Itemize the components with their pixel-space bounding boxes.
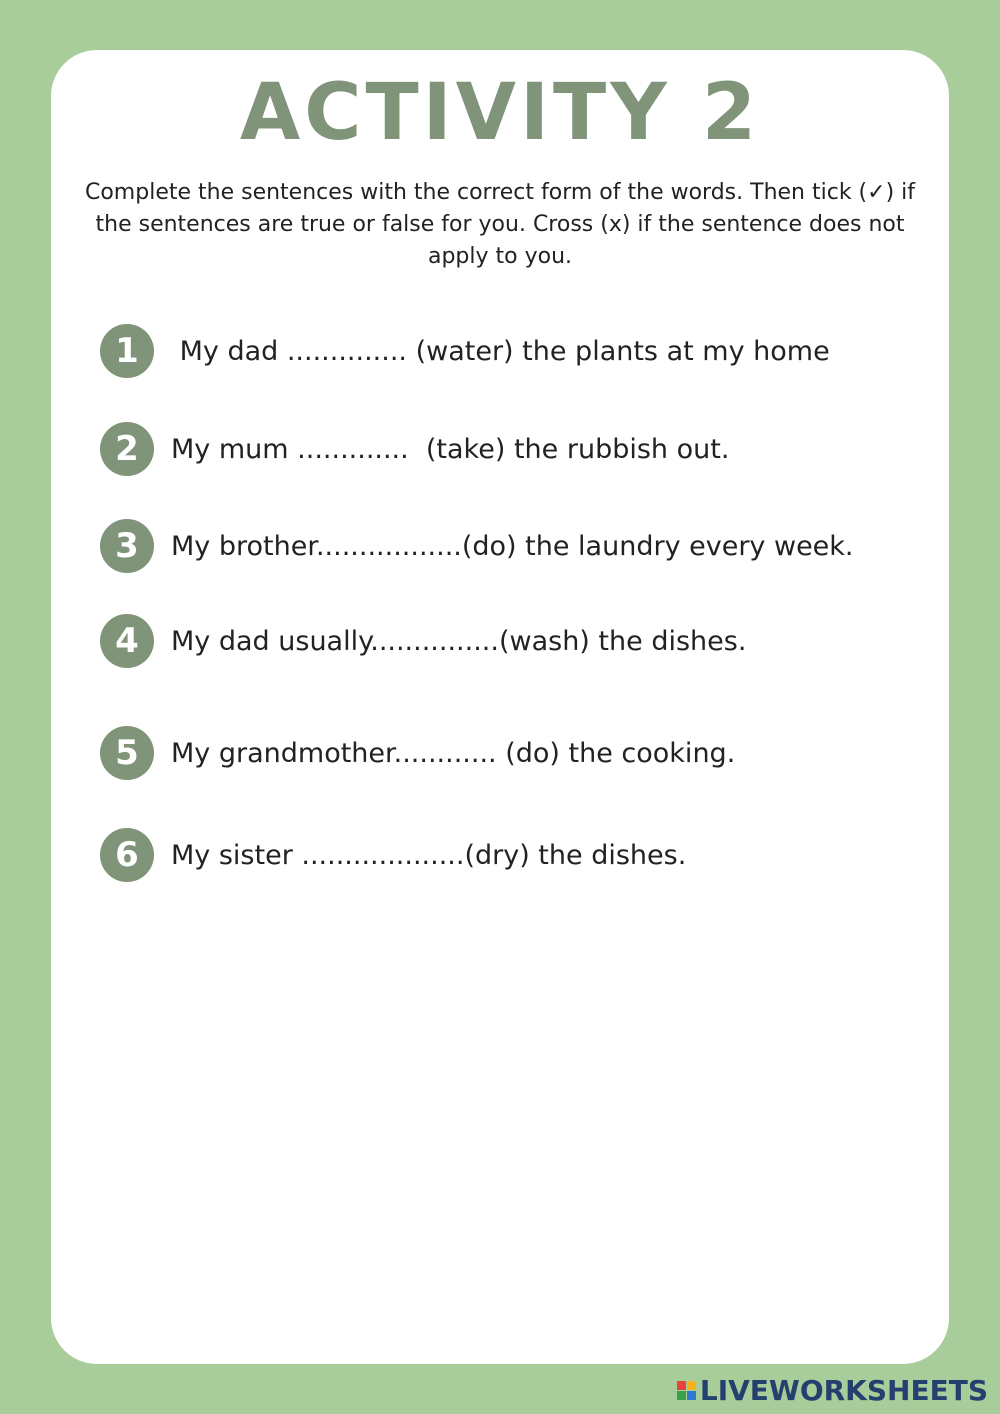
question-number-badge: 2 — [100, 422, 154, 476]
question-item-5 — [100, 725, 735, 781]
question-number-badge: 5 — [100, 726, 154, 780]
question-text: My mum ............. (take) the rubbish out. — [171, 433, 730, 465]
question-number-badge: 1 — [100, 324, 154, 378]
question-number-badge: 4 — [100, 614, 154, 668]
page-title: ACTIVITY 2 — [239, 68, 761, 158]
question-text: My sister ...................(dry) the dishes. — [171, 839, 687, 871]
question-item-6 — [100, 827, 686, 883]
question-number-badge: 3 — [100, 519, 154, 573]
question-number-badge: 6 — [100, 828, 154, 882]
question-text: My dad .............. (water) the plants at my home — [171, 335, 830, 367]
question-item-1 — [100, 323, 830, 379]
question-text: My grandmother............ (do) the cooking. — [171, 737, 736, 769]
question-text: My dad usually...............(wash) the dishes. — [171, 625, 747, 657]
instructions-text: Complete the sentences with the correct form of the words. Then tick (✓) if the sentences are true or false for you. Cross (x) if the sentence does not apply to you. — [84, 180, 916, 269]
brand-wordmark: LIVEWORKSHEETS — [699, 1373, 988, 1407]
liveworksheets-logo-icon — [677, 1381, 696, 1400]
question-item-3 — [100, 518, 854, 574]
question-item-2 — [100, 421, 729, 477]
question-text: My brother.................(do) the laundry every week. — [171, 530, 854, 562]
question-item-4 — [100, 613, 746, 669]
liveworksheets-brand — [677, 1372, 988, 1408]
